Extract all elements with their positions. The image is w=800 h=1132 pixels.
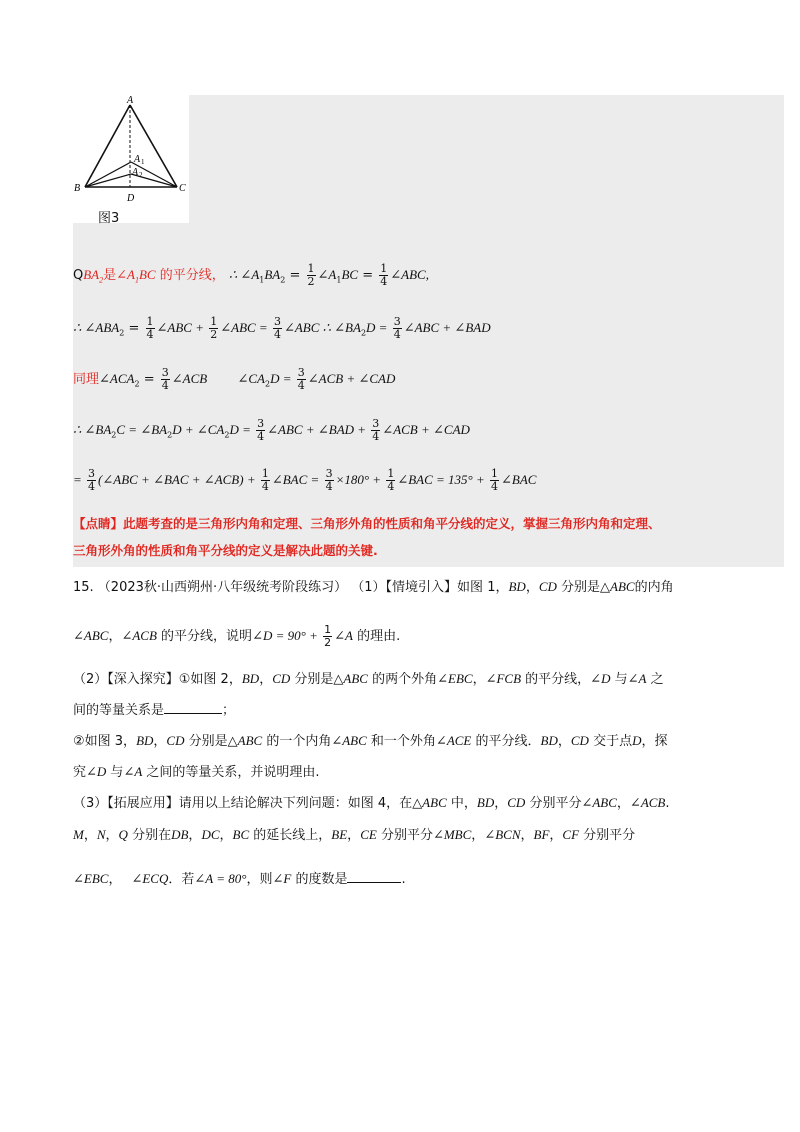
text: 之间的等量关系，并说明理由. — [142, 765, 320, 780]
text: ， — [494, 796, 508, 811]
text: ， — [471, 828, 485, 843]
text: ， — [219, 828, 233, 843]
subscript: 2 — [360, 328, 367, 338]
solution-line-5 — [73, 468, 536, 493]
denominator: 4 — [393, 328, 401, 341]
numerator: 1 — [491, 467, 499, 480]
text: 和一个外角 — [366, 734, 436, 749]
math: DC — [201, 827, 220, 842]
solution-line-4 — [73, 418, 470, 446]
denominator: 4 — [387, 480, 395, 493]
expr: ∠ABC, — [390, 267, 429, 282]
solution-line-1 — [73, 263, 429, 291]
fraction — [161, 367, 170, 392]
subscript: 1 — [336, 275, 342, 285]
math: DB — [171, 827, 189, 842]
text: ， — [472, 672, 486, 687]
text: 的平分线，说明 — [156, 629, 253, 644]
math: △ABC — [600, 579, 635, 594]
fraction — [379, 263, 388, 288]
denominator: 4 — [491, 480, 499, 493]
denominator: 2 — [307, 275, 315, 288]
text: 的延长线上， — [249, 828, 332, 843]
text: ， — [108, 629, 122, 644]
text: 15. （2023秋·山西朔州·八年级统考阶段练习） （1）【情境引入】如图 1， — [73, 580, 509, 595]
expr: BA — [264, 267, 281, 282]
label-a2-sub: 2 — [139, 171, 143, 179]
math: ∠ECQ — [131, 871, 169, 886]
text: 的平分线， — [521, 672, 591, 687]
subscript: 2 — [134, 379, 140, 389]
because-symbol: Q — [73, 268, 84, 283]
expr: ∠ABC + ∠BAD — [403, 320, 491, 335]
expr: = — [73, 472, 86, 487]
subscript: 1 — [134, 275, 139, 285]
fraction — [297, 367, 306, 392]
math: ∠D — [86, 764, 107, 779]
solution-line-3 — [73, 367, 395, 395]
question-line-5 — [73, 730, 667, 749]
text: 的理由. — [352, 629, 401, 644]
question-line-7 — [73, 792, 670, 811]
expr: ∠CA — [237, 371, 265, 386]
expr: ∠ACB — [171, 371, 208, 386]
expr: ∠BAC = 135° + — [397, 472, 489, 487]
fraction — [146, 316, 155, 341]
question-line-4 — [73, 699, 235, 718]
numerator: 3 — [393, 315, 401, 328]
text: ， — [259, 672, 273, 687]
comment-line-2: 三角形外角的性质和角平分线的定义是解决此题的关键. — [73, 543, 378, 558]
subscript: 2 — [167, 430, 173, 440]
denominator: 4 — [297, 379, 305, 392]
text: . — [665, 796, 670, 811]
math: ∠FCB — [485, 671, 522, 686]
math: BF — [533, 827, 550, 842]
text: ， — [520, 828, 534, 843]
numerator: 1 — [210, 315, 218, 328]
text: 与 — [106, 765, 124, 780]
fraction — [87, 468, 96, 493]
text: 分别在 — [127, 828, 172, 843]
denominator: 4 — [257, 430, 265, 443]
text: ， — [105, 828, 119, 843]
math: D — [632, 733, 642, 748]
text: 的度数是 — [291, 872, 348, 887]
fraction — [307, 263, 316, 288]
text: ， — [616, 796, 630, 811]
text: 的两个外角 — [367, 672, 438, 687]
text: ， — [83, 828, 97, 843]
math: ∠A — [627, 671, 647, 686]
expr: ∠A — [317, 267, 337, 282]
numerator: 1 — [324, 623, 332, 636]
numerator: 3 — [372, 417, 380, 430]
denominator: 4 — [325, 480, 333, 493]
label-c: C — [179, 183, 186, 194]
answer-blank-1[interactable] — [164, 701, 222, 714]
text: 的内角 — [634, 580, 674, 595]
denominator: 4 — [88, 480, 96, 493]
text-is: 是 — [103, 268, 117, 283]
math: ∠ABC — [331, 733, 367, 748]
subscript: 2 — [119, 328, 125, 338]
math: ∠ABC — [73, 628, 109, 643]
math: ∠D — [590, 671, 611, 686]
math: BE — [331, 827, 348, 842]
text: ．若 — [168, 872, 195, 887]
denominator: 4 — [380, 275, 388, 288]
label-a2: A — [132, 167, 139, 178]
text: ， — [549, 828, 563, 843]
expr: BC — [341, 267, 359, 282]
math: ∠A — [123, 764, 143, 779]
math: BD — [136, 733, 154, 748]
solution-line-2 — [73, 316, 491, 344]
numerator: 1 — [146, 315, 154, 328]
question-line-8 — [73, 824, 635, 843]
text: 与 — [610, 672, 628, 687]
math: CD — [272, 671, 291, 686]
expr: ∠BAC = — [271, 472, 323, 487]
math: CD — [507, 795, 526, 810]
math: BD — [508, 579, 526, 594]
subscript: 2 — [111, 430, 117, 440]
text: 间的等量关系是 — [73, 703, 165, 718]
text: 交于点 — [588, 734, 633, 749]
label-a: A — [127, 95, 134, 106]
text: 之 — [646, 672, 664, 687]
question-line-9 — [73, 868, 406, 887]
math: ∠ACB — [121, 628, 157, 643]
equals: = — [289, 268, 301, 283]
expr: ×180° + — [335, 472, 385, 487]
text: ②如图 3， — [73, 734, 137, 749]
math: BD — [540, 733, 558, 748]
fraction — [386, 468, 395, 493]
math: ∠ABC — [581, 795, 617, 810]
math: BD — [476, 795, 495, 810]
fraction — [256, 418, 265, 443]
text: ，则 — [246, 872, 273, 887]
text: ， — [153, 734, 167, 749]
math: M — [73, 827, 84, 842]
text: ， — [188, 828, 202, 843]
expr: D = — [229, 422, 255, 437]
expr: ∠ACB + ∠CAD — [382, 422, 470, 437]
math: Q — [118, 827, 128, 842]
label-d: D — [127, 193, 135, 204]
text: ， — [557, 734, 571, 749]
text-bisector: 的平分线， — [159, 268, 225, 283]
comment-line-1: 【点睛】此题考查的是三角形内角和定理、三角形外角的性质和角平分线的定义，掌握三角形内角和定理、 — [73, 516, 661, 531]
text: . — [401, 872, 406, 887]
question-line-6 — [73, 761, 320, 780]
text: ， — [525, 580, 539, 595]
numerator: 3 — [257, 417, 265, 430]
text: ， — [347, 828, 361, 843]
text: 中， — [446, 796, 477, 811]
subscript: 2 — [99, 275, 104, 285]
fraction — [490, 468, 499, 493]
expr: ∴ ∠BA — [73, 422, 112, 437]
math: BD — [241, 671, 260, 686]
text: 分别平分 — [376, 828, 433, 843]
text: 究 — [73, 765, 87, 780]
label-a1-sub: 1 — [141, 158, 145, 166]
numerator: 1 — [380, 262, 388, 275]
fraction — [209, 316, 218, 341]
text: （2）【深入探究】①如图 2， — [73, 672, 242, 687]
denominator: 2 — [324, 636, 332, 649]
question-line-1 — [73, 576, 674, 595]
numerator: 3 — [161, 366, 169, 379]
math: ∠A = 80° — [194, 871, 247, 886]
expr: (∠ABC + ∠BAC + ∠ACB) + — [98, 472, 259, 487]
question-line-3 — [73, 668, 664, 687]
fraction — [261, 468, 270, 493]
numerator: 3 — [88, 467, 96, 480]
text-similarly: 同理 — [73, 372, 100, 387]
text: ，探 — [641, 734, 668, 749]
text: （3）【拓展应用】请用以上结论解决下列问题：如图 4，在 — [73, 796, 413, 811]
expr: ∴ ∠ABA — [73, 320, 120, 335]
expr: ∠BAC — [501, 472, 537, 487]
equals: = — [124, 321, 144, 336]
question-line-2 — [73, 624, 400, 649]
figure-caption: 图3 — [98, 211, 120, 226]
subscript: 2 — [224, 430, 230, 440]
figure-3 — [73, 95, 189, 223]
expr: C = ∠BA — [116, 422, 168, 437]
text: ； — [222, 703, 236, 718]
expr: ∠ACA — [99, 371, 135, 386]
expr: ∠ABC + — [156, 320, 208, 335]
equals: = — [362, 268, 374, 283]
segment-bc: BC — [138, 267, 156, 282]
text: ， — [108, 872, 122, 887]
math: CD — [166, 733, 185, 748]
math: △ABC — [333, 671, 368, 686]
numerator: 1 — [261, 467, 269, 480]
denominator: 4 — [273, 328, 281, 341]
text: 分别是 — [556, 580, 601, 595]
denominator: 4 — [261, 480, 269, 493]
math: ∠ACE — [435, 733, 472, 748]
math: ∠EBC — [437, 671, 473, 686]
subscript: 2 — [264, 379, 271, 389]
denominator: 4 — [372, 430, 380, 443]
fraction — [393, 316, 402, 341]
math: △ABC — [412, 795, 447, 810]
numerator: 3 — [325, 467, 333, 480]
fraction — [325, 468, 334, 493]
math: ∠ACB — [629, 795, 666, 810]
fraction — [371, 418, 380, 443]
equals: = — [139, 372, 159, 387]
expr: ∴ ∠A — [228, 267, 260, 282]
expr: ∠ACB + ∠CAD — [307, 371, 396, 386]
text: 分别平分 — [579, 828, 636, 843]
numerator: 1 — [387, 467, 395, 480]
math: BC — [232, 827, 250, 842]
subscript: 1 — [259, 275, 265, 285]
fraction — [273, 316, 282, 341]
numerator: 3 — [273, 315, 281, 328]
numerator: 3 — [297, 366, 305, 379]
fraction — [323, 624, 332, 649]
denominator: 2 — [210, 328, 218, 341]
math: CE — [360, 827, 377, 842]
math: ∠F — [272, 871, 292, 886]
expr: ∠ABC + ∠BAD + — [267, 422, 370, 437]
label-a1: A — [134, 154, 141, 165]
math: ∠D = 90° + — [252, 628, 322, 643]
subscript: 2 — [280, 275, 286, 285]
math: CD — [570, 733, 589, 748]
expr: ∠ABC ∴ ∠BA — [283, 320, 361, 335]
math: CD — [538, 579, 557, 594]
text: 的一个内角 — [262, 734, 332, 749]
math: ∠A — [334, 628, 353, 643]
math: CF — [562, 827, 580, 842]
expr: D = — [366, 320, 391, 335]
text: 的平分线． — [471, 734, 541, 749]
math: ∠MBC — [432, 827, 472, 842]
math: N — [96, 827, 106, 842]
expr: D = — [270, 371, 295, 386]
segment-ba2: BA — [83, 267, 100, 282]
triangle-diagram — [73, 95, 189, 207]
text: 分别是 — [184, 734, 228, 749]
text: 分别是 — [290, 672, 334, 687]
math: ∠EBC — [73, 871, 109, 886]
angle-a1: ∠A — [116, 267, 135, 282]
label-b: B — [74, 183, 81, 194]
numerator: 1 — [307, 262, 315, 275]
math: ∠BCN — [484, 827, 521, 842]
expr: ∠ABC = — [220, 320, 271, 335]
denominator: 4 — [161, 379, 169, 392]
answer-blank-2[interactable] — [347, 870, 401, 883]
math: △ABC — [227, 733, 263, 748]
denominator: 4 — [146, 328, 154, 341]
expr: D + ∠CA — [172, 422, 225, 437]
text: 分别平分 — [525, 796, 582, 811]
